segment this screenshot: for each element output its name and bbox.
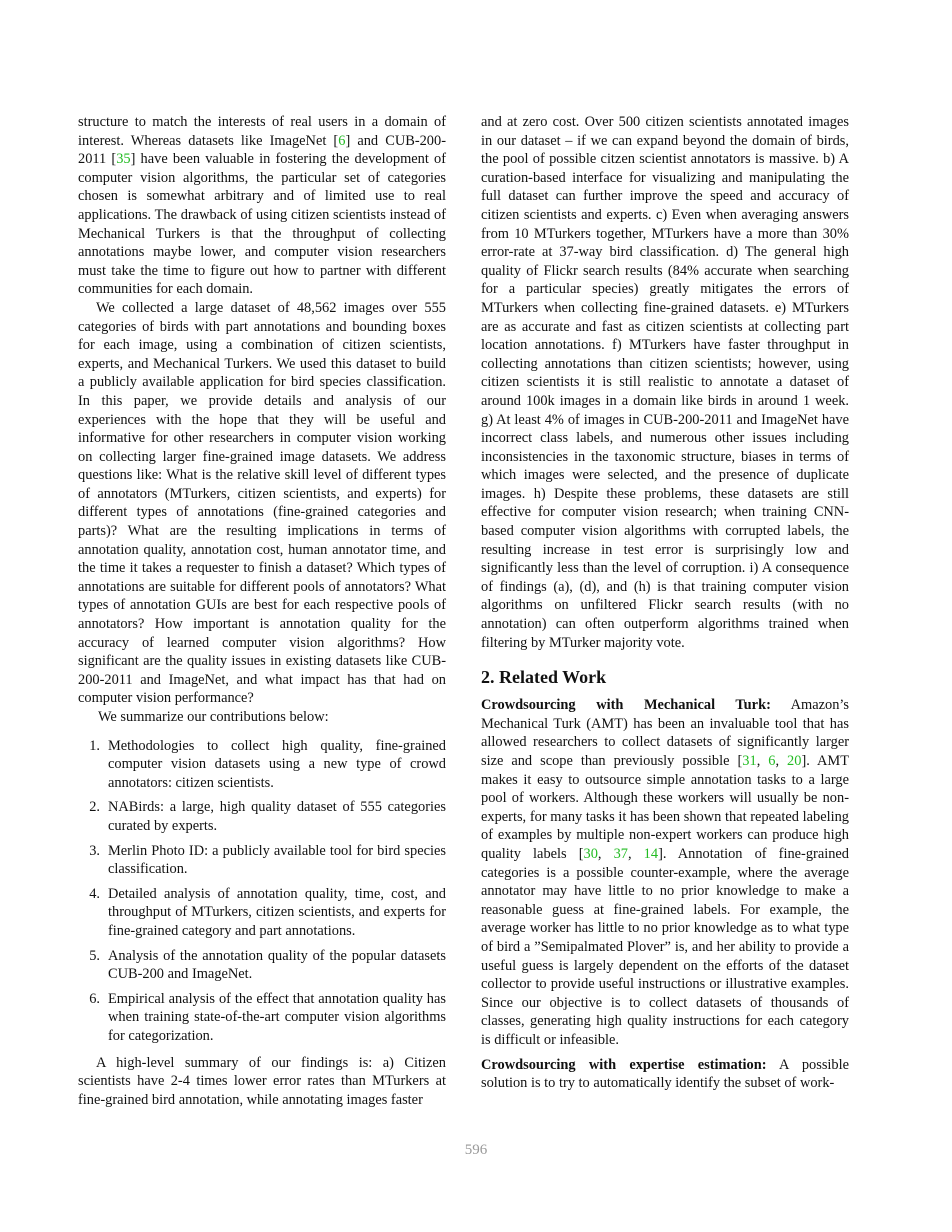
contributions-intro: We summarize our contributions below: — [98, 709, 329, 725]
dataset-paragraph: We collected a large dataset of 48,562 images over 555 categories of birds with part annotations and bounding boxes for each image, using a combination of citizen scientists, experts, and Mechanical Turkers. We used this dataset to build a publicly available application for bird species classification. In this paper, we provide details and analysis of our experiences with the hope that they will be useful and informative for other researchers in computer vision working on collecting larger fine-grained image datasets. We address questions like: What is the relative skill level of different types of annotators (MTurkers, citizen scientists, and experts) for different types of annotations (fine-grained categories and parts)? What are the resulting implications in terms of annotation quality, annotation cost, human annotator time, and the time it takes a requester to finish a dataset? Which types of annotations are suitable for different pools of annotators? What types of annotation GUIs are best for each respective pools of annotators? How important is annotation quality for the accuracy of learned computer vision algorithms? How significant are the quality issues in existing datasets like CUB-200-2011 and ImageNet, and what impact has that had on computer vision performance? — [78, 299, 446, 707]
citation-link[interactable]: 20 — [787, 753, 802, 769]
right-column — [481, 113, 849, 1093]
findings-summary-start: A high-level summary of our findings is: a) Citizen scientists have 2-4 times lower error rates than MTurkers at fine-grained bird annotation, while annotating images faster — [78, 1054, 446, 1108]
citation-link[interactable]: 6 — [768, 753, 776, 769]
list-item: 4. Detailed analysis of annotation quality, time, cost, and throughput of MTurkers, citizen scientists, and experts for fine-grained category and part annotations. — [89, 885, 446, 939]
findings-summary-continued: and at zero cost. Over 500 citizen scientists annotated images in our dataset – if we can expand beyond the domain of birds, the pool of possible citzen scientist annotators is massive. b) A curation-based interface for visualizing and manipulating the full dataset can further improve the speed and accuracy of citizen scientists and experts. c) Even when averaging answers from 10 MTurkers together, MTurkers have a more than 30% error-rate at 37-way bird classification. d) The general high quality of Flickr search results (84% accurate when searching for a particular species) greatly mitigates the errors of MTurkers when collecting fine-grained datasets. e) MTurkers are as accurate and fast as citizen scientists at collecting part location annotations. f) MTurkers have faster throughput in collecting annotations than citizen scientists; however, using citizen scientists it is still realistic to annotate a dataset of around 100k images in a domain like birds in around 1 week. g) At least 4% of images in CUB-200-2011 and ImageNet have incorrect class labels, and numerous other issues including inconsistencies in the taxonomic structure, biases in terms of which images were selected, and the presence of duplicate images. h) Despite these problems, these datasets are still effective for computer vision research; when training CNN-based computer vision algorithms with corrupted labels, the resulting increase in test error is surprisingly low and significantly less than the level of corruption. i) A consequence of findings (a), (d), and (h) is that training computer vision algorithms on unfiltered Flickr search results (with no annotation) can often outperform algorithms trained when filtering by MTurker majority vote. — [481, 114, 849, 651]
contributions-list — [78, 737, 446, 1046]
citation-link[interactable]: 30 — [583, 845, 598, 862]
section-heading-related-work: 2. Related Work — [481, 667, 607, 688]
list-item: 2. NABirds: a large, high quality dataset of 555 categories curated by experts. — [89, 799, 446, 834]
citation-link[interactable]: 31 — [742, 753, 757, 769]
list-item: 3. Merlin Photo ID: a publicly available tool for bird species classification. — [89, 842, 446, 878]
citation-link[interactable]: 35 — [116, 151, 131, 168]
list-item: 5. Analysis of the annotation quality of the popular datasets CUB-200 and ImageNet. — [89, 947, 446, 983]
list-item: 6. Empirical analysis of the effect that annotation quality has when training state-of-the-art computer vision algorithms for categorization. — [89, 990, 446, 1044]
intro-paragraph-continued: structure to match the interests of real users in a domain of interest. Whereas datasets like ImageNet [6] and CUB-200-2011 [35] have been valuable in fostering the development of computer vision algorithms, the particular set of categories chosen is somewhat arbitrary and of limited use to real applications. The drawback of using citizen scientists instead of Mechanical Turkers is that the throughput of collecting annotations maybe lower, and computer vision researchers must take the time to figure out how to partner with different communities for each domain. — [78, 114, 446, 298]
list-item: 1. Methodologies to collect high quality, fine-grained computer vision datasets using a new type of crowd annotators: citizen scientists. — [89, 737, 446, 791]
citation-link[interactable]: 37 — [613, 845, 628, 862]
paragraph-heading: Crowdsourcing with expertise estimation: — [481, 1056, 767, 1073]
amt-paragraph: Crowdsourcing with Mechanical Turk: Amazon’s Mechanical Turk (AMT) has been an invaluable tool that has allowed researchers to collect datasets of significantly larger size and scope than previously possible [31, 6, 20]. AMT makes it easy to outsource simple annotation tasks to a large pool of workers. Although these workers will usually be non-experts, for many tasks it has been shown that repeated labeling of examples by multiple non-expert workers can produce high quality labels [30, 37, 14]. Annotation of fine-grained categories is a possible counter-example, where the average annotator may have little to no prior knowledge to make a reasonable guess at fine-grained labels. For example, the average worker has little to no prior knowledge as to what type of bird a ”Semipalmated Plover” is, and her ability to provide a useful guess is largely dependent on the efforts of the dataset collector to provide useful instructions or illustrative examples. Since our objective is to collect datasets of thousands of classes, generating high quality instructions for each category is difficult or infeasible. — [481, 697, 849, 1048]
paragraph-heading: Crowdsourcing with Mechanical Turk: — [481, 697, 771, 714]
citation-link[interactable]: 6 — [338, 132, 346, 149]
expertise-paragraph: Crowdsourcing with expertise estimation: A possible solution is to try to automatically identify the subset of work- — [481, 1056, 850, 1092]
left-column — [78, 113, 446, 1109]
citation-link[interactable]: 14 — [643, 845, 659, 862]
page-number: 596 — [464, 1142, 488, 1158]
